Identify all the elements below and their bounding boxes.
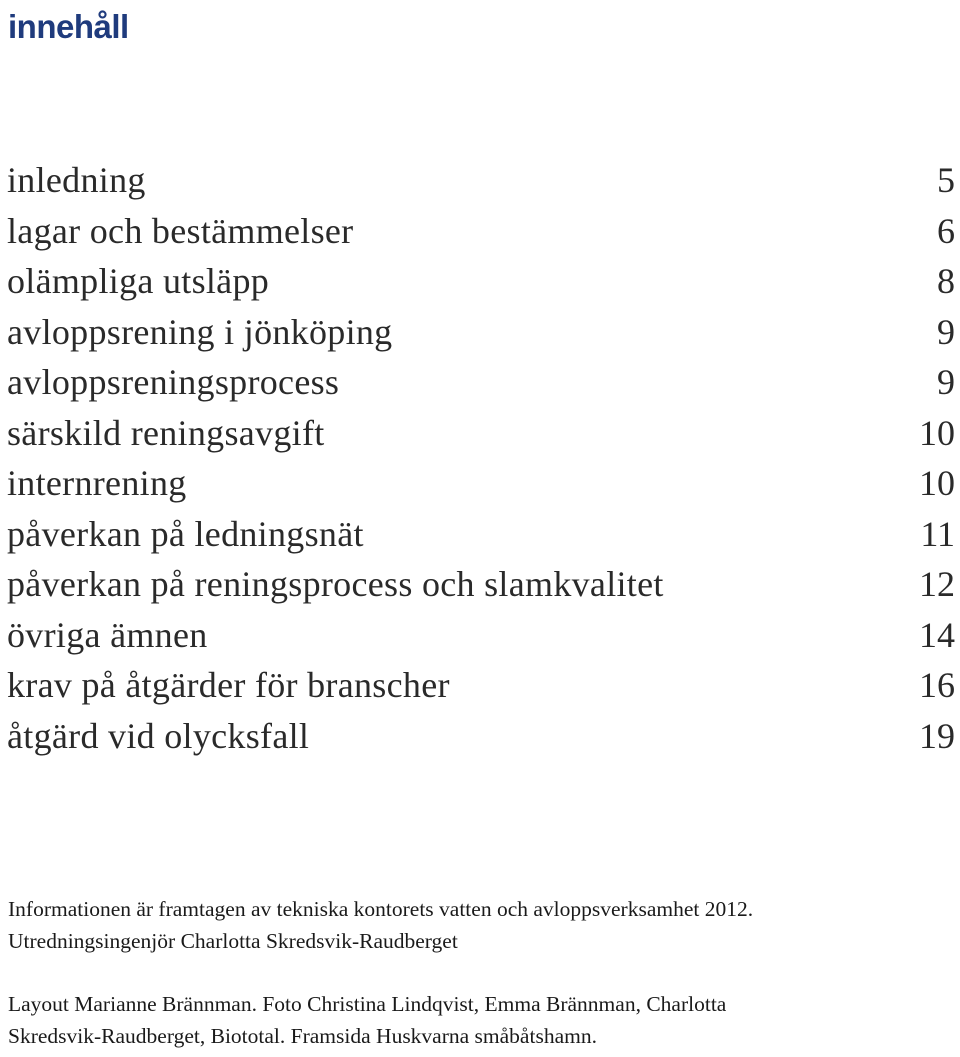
toc-entry-page: 9: [937, 362, 955, 402]
toc-entry: [7, 509, 955, 560]
toc-entry-title: olämpliga utsläpp: [7, 261, 270, 301]
toc-entry-title: avloppsreningsprocess: [7, 362, 340, 402]
page-heading: innehåll: [8, 8, 129, 45]
toc-entry-title: särskild reningsavgift: [7, 412, 325, 453]
toc-entry: [7, 458, 955, 509]
table-of-contents: [7, 155, 955, 761]
toc-entry-page: 6: [937, 210, 955, 251]
toc-entry: [7, 610, 955, 661]
toc-entry-title: påverkan på reningsprocess och slamkvalitet: [7, 564, 664, 604]
toc-entry-page: 10: [919, 463, 955, 503]
toc-entry-title: åtgärd vid olycksfall: [7, 715, 310, 756]
toc-entry-page: 16: [919, 665, 955, 705]
toc-entry: [7, 711, 955, 762]
toc-entry-title: internrening: [7, 463, 187, 503]
toc-entry-page: 8: [937, 261, 955, 301]
toc-entry: [7, 307, 955, 358]
toc-entry-title: krav på åtgärder för branscher: [7, 665, 450, 705]
toc-entry-title: lagar och bestämmelser: [7, 210, 354, 251]
author-line: Utredningsingenjör Charlotta Skredsvik-Raudberget: [8, 928, 458, 953]
toc-entry-page: 10: [919, 412, 955, 453]
toc-entry: [7, 256, 955, 307]
toc-entry: [7, 357, 955, 408]
toc-entry: [7, 408, 955, 459]
info-line: Informationen är framtagen av tekniska kontorets vatten och avloppsverksamhet 2012.: [8, 897, 754, 921]
toc-entry: [7, 155, 955, 206]
toc-entry-title: påverkan på ledningsnät: [7, 513, 364, 554]
toc-entry-page: 9: [937, 311, 955, 352]
layout-photo-line-continued: Skredsvik-Raudberget, Biototal. Framsida Huskvarna småbåtshamn.: [8, 1023, 597, 1048]
toc-entry: [7, 206, 955, 257]
toc-entry-page: 5: [937, 160, 955, 200]
toc-entry-title: avloppsrening i jönköping: [7, 311, 393, 352]
toc-entry: [7, 559, 955, 610]
layout-photo-line: Layout Marianne Brännman. Foto Christina Lindqvist, Emma Brännman, Charlotta: [8, 992, 727, 1016]
toc-entry-title: övriga ämnen: [7, 614, 208, 655]
toc-entry-page: 11: [920, 513, 955, 554]
layout-credits: [8, 989, 956, 1052]
toc-entry-page: 19: [919, 715, 955, 756]
toc-entry-title: inledning: [7, 160, 146, 200]
toc-entry: [7, 660, 955, 711]
toc-entry-page: 12: [919, 564, 955, 604]
toc-entry-page: 14: [919, 614, 955, 655]
info-credits: [8, 894, 956, 957]
